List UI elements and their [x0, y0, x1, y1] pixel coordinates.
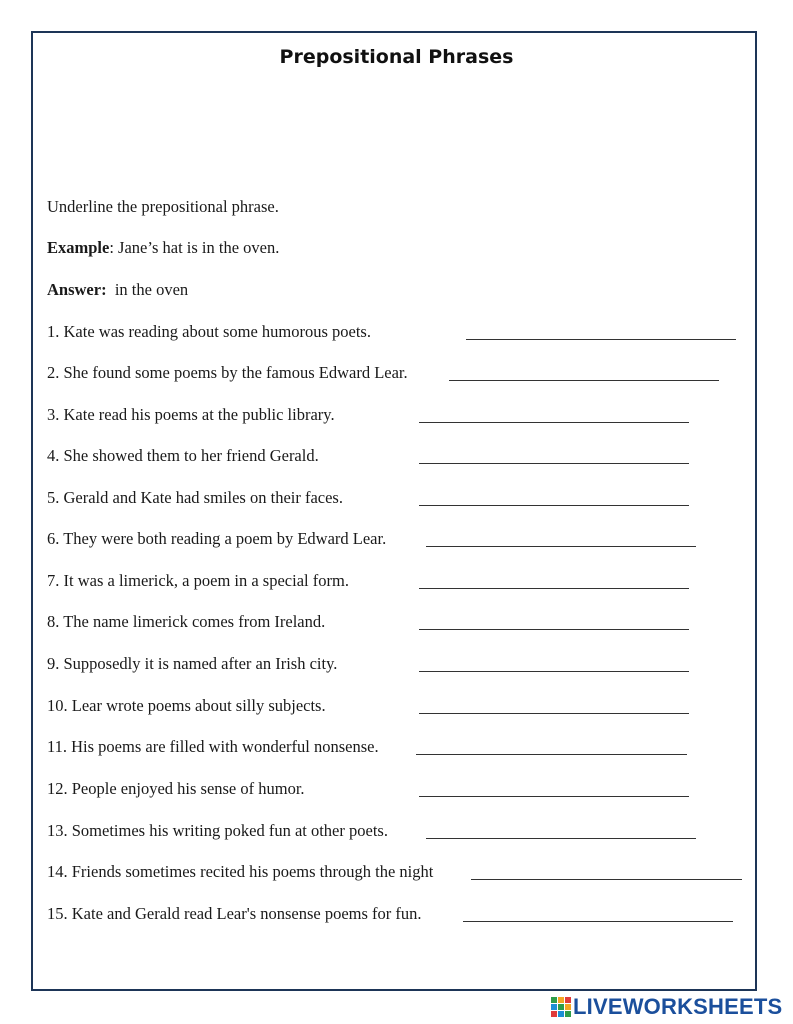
answer-blank[interactable]	[466, 339, 736, 340]
answer-blank[interactable]	[419, 422, 689, 423]
answer-blank[interactable]	[419, 796, 689, 797]
question-text: 3. Kate read his poems at the public library.	[47, 405, 335, 424]
question-text: 1. Kate was reading about some humorous poets.	[47, 322, 371, 341]
answer-blank[interactable]	[471, 879, 742, 880]
example-text: : Jane’s hat is in the oven.	[109, 238, 280, 257]
answer-blank[interactable]	[416, 754, 687, 755]
worksheet-title: Prepositional Phrases	[279, 46, 514, 68]
answer-blank[interactable]	[426, 838, 696, 839]
page-border	[31, 31, 757, 991]
question-text: 5. Gerald and Kate had smiles on their faces.	[47, 488, 343, 507]
example-label: Example	[47, 238, 110, 257]
question-text: 2. She found some poems by the famous Edward Lear.	[47, 363, 408, 382]
question-text: 8. The name limerick comes from Ireland.	[47, 612, 326, 631]
example-line	[47, 238, 279, 258]
answer-blank[interactable]	[419, 588, 689, 589]
answer-label: Answer:	[47, 280, 107, 299]
question-text: 6. They were both reading a poem by Edward Lear.	[47, 529, 387, 548]
question-text: 9. Supposedly it is named after an Irish city.	[47, 654, 338, 673]
question-text: 15. Kate and Gerald read Lear's nonsense poems for fun.	[47, 904, 422, 923]
question-text: 11. His poems are filled with wonderful nonsense.	[47, 737, 379, 756]
liveworksheets-logo	[551, 995, 782, 1019]
question-text: 13. Sometimes his writing poked fun at other poets.	[47, 821, 388, 840]
question-text: 10. Lear wrote poems about silly subjects.	[47, 696, 326, 715]
question-text: 12. People enjoyed his sense of humor.	[47, 779, 305, 798]
logo-mark-icon	[551, 997, 571, 1017]
question-text: 4. She showed them to her friend Gerald.	[47, 446, 319, 465]
question-text: 7. It was a limerick, a poem in a special form.	[47, 571, 349, 590]
answer-blank[interactable]	[463, 921, 733, 922]
instruction-text: Underline the prepositional phrase.	[47, 197, 279, 216]
answer-blank[interactable]	[449, 380, 719, 381]
answer-line	[47, 280, 188, 300]
answer-blank[interactable]	[419, 629, 689, 630]
answer-text: in the oven	[114, 280, 189, 299]
answer-blank[interactable]	[419, 463, 689, 464]
answer-blank[interactable]	[426, 546, 696, 547]
question-text: 14. Friends sometimes recited his poems through the night	[47, 862, 434, 881]
answer-blank[interactable]	[419, 671, 689, 672]
answer-blank[interactable]	[419, 713, 689, 714]
answer-blank[interactable]	[419, 505, 689, 506]
logo-text: LIVEWORKSHEETS	[573, 994, 783, 1019]
